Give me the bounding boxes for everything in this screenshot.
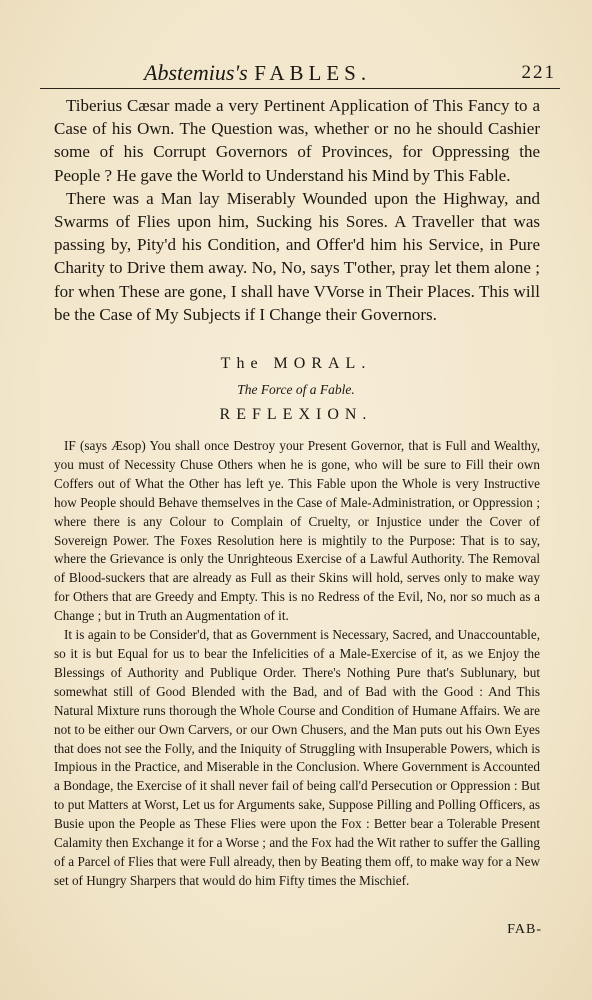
reflexion-text bbox=[54, 437, 540, 891]
running-head-title: FABLES. bbox=[254, 61, 372, 85]
reflexion-paragraph-2: It is again to be Consider'd, that as Government is Necessary, Sacred, and Unaccountable, so it is but Equal for us to bear the Infelicities of a Male-Exercise of it, as we Enjoy the Blessings of Authority and Publique Order. There's Nothing Pure that's Sublunary, but somewhat still of Good Blended with the Bad, and of Bad with the Good : And This Natural Mixture runs thorough the Whole Course and Condition of Humane Affairs. We are not to be either our Own Carvers, or our Own Chusers, and the Man puts out his Own Eyes that does not see the Folly, and the Iniquity of Struggling with Insuperable Powers, which is Impious in the Practice, and Miserable in the Conclusion. Where Government is Accounted a Bondage, the Exercise of it shall never fail of being call'd Persecution or Oppression : But to put Matters at Worst, Let us for Arguments sake, Suppose Pilling and Polling Officers, as Busie upon the People as These Flies were upon the Fox : Better bear a Tolerable Present Calamity then Exchange it for a Worse ; and the Fox had the Wit rather to suffer the Galling of a Parcel of Flies that were Full already, then by Beating them off, to make way for a New set of Hungry Sharpers that would do him Fifty times the Mischief. bbox=[54, 627, 540, 888]
page-number: 221 bbox=[521, 62, 556, 83]
running-head bbox=[144, 60, 371, 86]
fable-text bbox=[54, 94, 540, 326]
running-head-author: Abstemius's bbox=[144, 60, 248, 85]
fable-paragraph-1: Tiberius Cæsar made a very Pertinent Application of This Fancy to a Case of his Own. The Question was, whether or no he should Cashier some of his Corrupt Governors of Provinces, for Oppressing the People ? He gave the World to Understand his Mind by This Fable. bbox=[54, 96, 540, 185]
moral-text: The Force of a Fable. bbox=[237, 382, 355, 397]
reflexion-heading: REFLEXION. bbox=[219, 406, 373, 423]
catchword: FAB- bbox=[507, 922, 542, 937]
reflexion-paragraph-1: IF (says Æsop) You shall once Destroy your Present Governor, that is Full and Wealthy, you must of Necessity Chuse Others when he is gone, who will be sure to Fill their own Coffers out of What the Other has left ye. This Fable upon the Whole is very Instructive how People should Behave themselves in the Case of Male-Administration, or Oppression ; where there is any Colour to Complain of Cruelty, or Injustice under the Cover of Sovereign Power. The Foxes Resolution here is mightily to the Purpose: That is to say, where the Grievance is only the Unrighteous Exercise of a Lawful Authority. The Removal of Blood-suckers that are already as Full as their Skins will hold, serves only to make way for Others that are Greedy and Empty. This is no Redress of the Evil, No, nor so much as a Change ; but in Truth an Augmentation of it. bbox=[54, 438, 540, 624]
fable-paragraph-2: There was a Man lay Miserably Wounded upon the Highway, and Swarms of Flies upon him, Sucking his Sores. A Traveller that was passing by, Pity'd his Condition, and Offer'd him his Service, in Pure Charity to Drive them away. No, No, says T'other, pray let them alone ; for when These are gone, I shall have VVorse in Their Places. This will be the Case of My Subjects if I Change their Governors. bbox=[54, 188, 540, 324]
page-header bbox=[40, 58, 560, 89]
moral-heading: The MORAL. bbox=[220, 355, 372, 372]
